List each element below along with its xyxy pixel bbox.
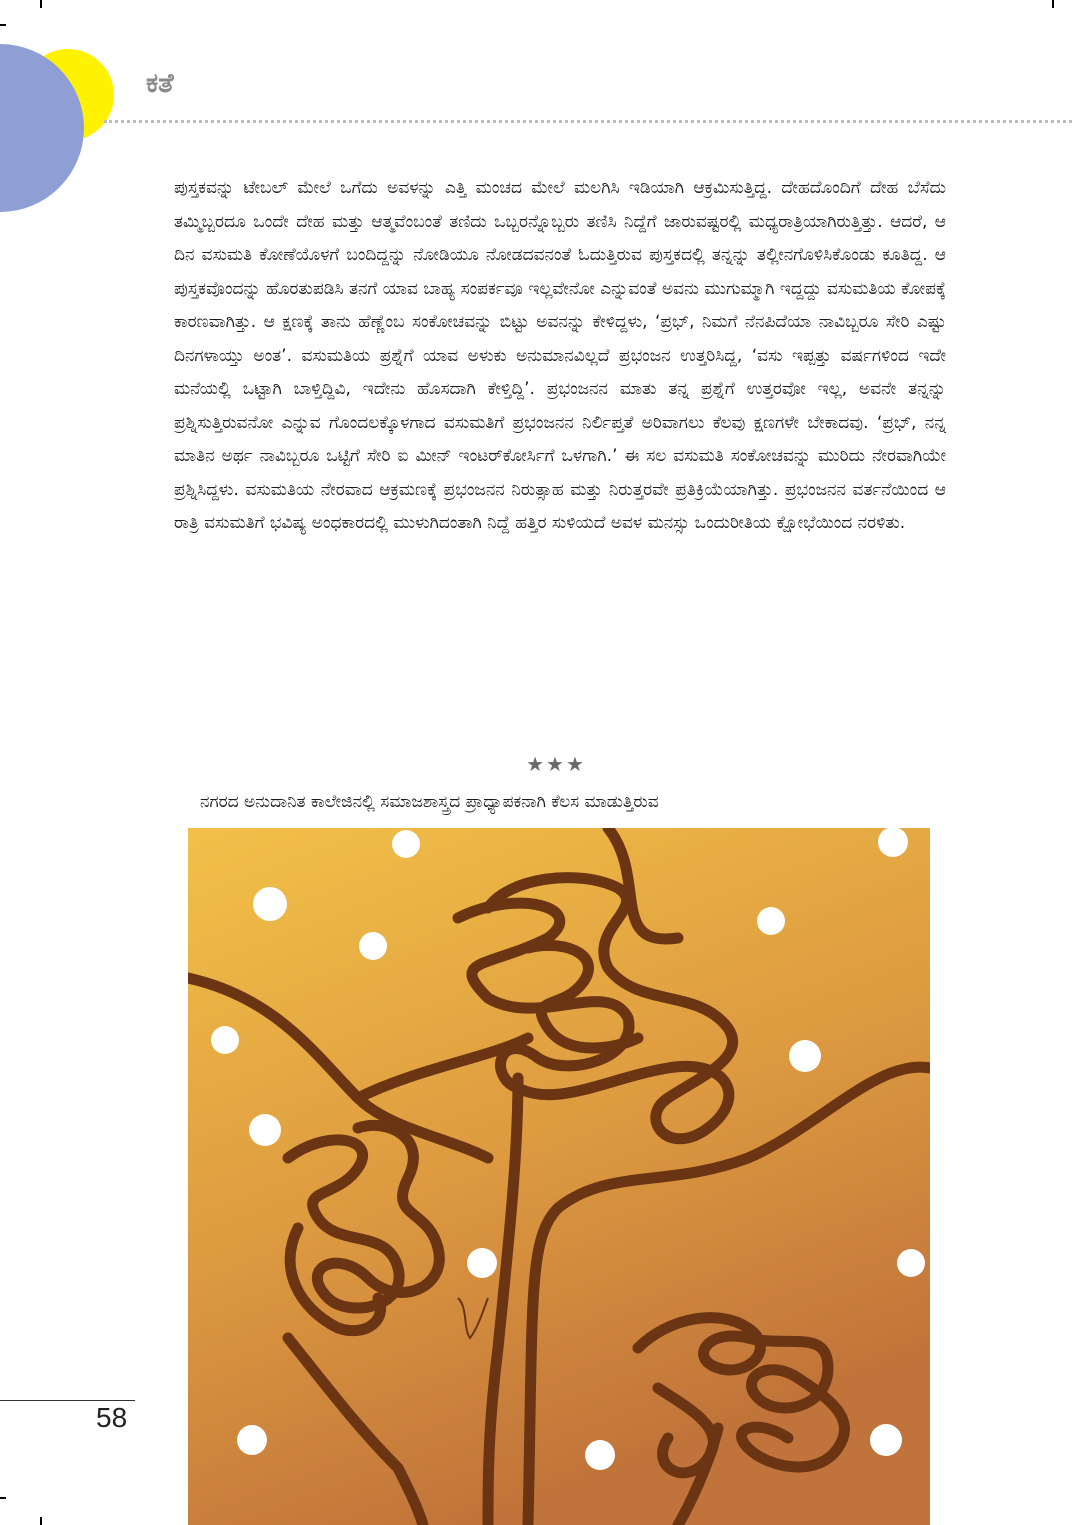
next-section-lead: ನಗರದ ಅನುದಾನಿತ ಕಾಲೇಜಿನಲ್ಲಿ ಸಮಾಜಶಾಸ್ತ್ರದ ಪ್ರಾಧ್ಯಾಪಕನಾಗಿ ಕೆಲಸ ಮಾಡುತ್ತಿರುವ (200, 792, 659, 812)
white-dot (253, 887, 287, 921)
white-dot (757, 907, 785, 935)
white-dot (878, 828, 908, 857)
white-dot (585, 1440, 615, 1470)
page-number: 58 (96, 1402, 128, 1433)
story-paragraph: ಪುಸ್ತಕವನ್ನು ಟೇಬಲ್ ಮೇಲೆ ಒಗೆದು ಅವಳನ್ನು ಎತ್ತಿ ಮಂಚದ ಮೇಲೆ ಮಲಗಿಸಿ ಇಡಿಯಾಗಿ ಆಕ್ರಮಿಸುತ್ತಿದ್ದ. ದೇಹದೊಂದಿಗೆ ದೇಹ ಬೆಸೆದು ತಮ್ಮಿಬ್ಬರದೂ ಒಂದೇ ದೇಹ ಮತ್ತು ಆತ್ಮವೆಂಬಂತೆ ತಣಿದು ಒಬ್ಬರನ್ನೊಬ್ಬರು ತಣಿಸಿ ನಿದ್ದೆಗೆ ಜಾರುವಷ್ಟರಲ್ಲಿ ಮಧ್ಯರಾತ್ರಿಯಾಗಿರುತ್ತಿತ್ತು. ಆದರೆ, ಆ ದಿನ ವಸುಮತಿ ಕೋಣೆಯೊಳಗೆ ಬಂದಿದ್ದನ್ನು ನೋಡಿಯೂ ನೋಡದವನಂತೆ ಓದುತ್ತಿರುವ ಪುಸ್ತಕದಲ್ಲಿ ತನ್ನನ್ನು ತಲ್ಲೀನಗೊಳಿಸಿಕೊಂಡು ಕೂತಿದ್ದ. ಆ ಪುಸ್ತಕವೊಂದನ್ನು ಹೊರತುಪಡಿಸಿ ತನಗೆ ಯಾವ ಬಾಹ್ಯ ಸಂಪರ್ಕವೂ ಇಲ್ಲವೇನೋ ಎನ್ನುವಂತೆ ಅವನು ಮುಗುಮ್ಮಾಗಿ ಇದ್ದದ್ದು ವಸುಮತಿಯ ಕೋಪಕ್ಕೆ ಕಾರಣವಾಗಿತ್ತು. ಆ ಕ್ಷಣಕ್ಕೆ ತಾನು ಹೆಣ್ಣೆಂಬ ಸಂಕೋಚವನ್ನು ಬಿಟ್ಟು ಅವನನ್ನು ಕೇಳಿದ್ದಳು, ‘ಪ್ರಭ್, ನಿಮಗೆ ನೆನಪಿದೆಯಾ ನಾವಿಬ್ಬರೂ ಸೇರಿ ಎಷ್ಟು ದಿನಗಳಾಯ್ತು ಅಂತ’. ವಸುಮತಿಯ ಪ್ರಶ್ನೆಗೆ ಯಾವ ಅಳುಕು ಅನುಮಾನವಿಲ್ಲದೆ ಪ್ರಭಂಜನ ಉತ್ತರಿಸಿದ್ದ, ‘ವಸು ಇಪ್ಪತ್ತು ವರ್ಷಗಳಿಂದ ಇದೇ ಮನೆಯಲ್ಲಿ ಒಟ್ಟಾಗಿ ಬಾಳ್ತಿದ್ದಿವಿ, ಇದೇನು ಹೊಸದಾಗಿ ಕೇಳ್ತಿದ್ದಿ’. ಪ್ರಭಂಜನನ ಮಾತು ತನ್ನ ಪ್ರಶ್ನೆಗೆ ಉತ್ತರವೋ ಇಲ್ಲ, ಅವನೇ ತನ್ನನ್ನು ಪ್ರಶ್ನಿಸುತ್ತಿರುವನೋ ಎನ್ನುವ ಗೊಂದಲಕ್ಕೊಳಗಾದ ವಸುಮತಿಗೆ ಪ್ರಭಂಜನನ ನಿರ್ಲಿಪ್ತತೆ ಅರಿವಾಗಲು ಕೆಲವು ಕ್ಷಣಗಳೇ ಬೇಕಾದವು. ‘ಪ್ರಭ್, ನನ್ನ ಮಾತಿನ ಅರ್ಥ ನಾವಿಬ್ಬರೂ ಒಟ್ಟಿಗೆ ಸೇರಿ ಐ ಮೀನ್ ಇಂಟರ್‌ಕೋರ್ಸಿಗೆ ಒಳಗಾಗಿ.’ ಈ ಸಲ ವಸುಮತಿ ಸಂಕೋಚವನ್ನು ಮುರಿದು ನೇರವಾಗಿಯೇ ಪ್ರಶ್ನಿಸಿದ್ದಳು. ವಸುಮತಿಯ ನೇರವಾದ ಆಕ್ರಮಣಕ್ಕೆ ಪ್ರಭಂಜನನ ನಿರುತ್ಸಾಹ ಮತ್ತು ನಿರುತ್ತರವೇ ಪ್ರತಿಕ್ರಿಯೆಯಾಗಿತ್ತು. ಪ್ರಭಂಜನನ ವರ್ತನೆಯಿಂದ ಆ ರಾತ್ರಿ ವಸುಮತಿಗೆ ಭವಿಷ್ಯ ಅಂಧಕಾರದಲ್ಲಿ ಮುಳುಗಿದಂತಾಗಿ ನಿದ್ದೆ ಹತ್ತಿರ ಸುಳಿಯದೆ ಅವಳ ಮನಸ್ಸು ಒಂದುರೀತಿಯ ಕ್ಷೋಭೆಯಿಂದ ನರಳಿತು. (174, 178, 946, 533)
white-dot (237, 1425, 267, 1455)
white-dot (211, 1026, 239, 1054)
crop-mark (0, 1497, 6, 1499)
white-dot (359, 932, 387, 960)
section-title: ಕತೆ (146, 68, 174, 99)
white-dot (789, 1040, 821, 1072)
crop-mark (1052, 0, 1054, 8)
footer-rule (0, 1400, 135, 1401)
crop-mark (40, 1517, 42, 1525)
flower-illustration (188, 828, 930, 1525)
white-dot (870, 1424, 902, 1456)
decorative-circles (0, 0, 140, 220)
dotted-divider (104, 120, 1072, 123)
white-dot (392, 830, 420, 858)
white-dot (467, 1248, 497, 1278)
white-dot (897, 1249, 925, 1277)
white-dot (249, 1114, 281, 1146)
section-separator: ★★★ (526, 752, 586, 776)
